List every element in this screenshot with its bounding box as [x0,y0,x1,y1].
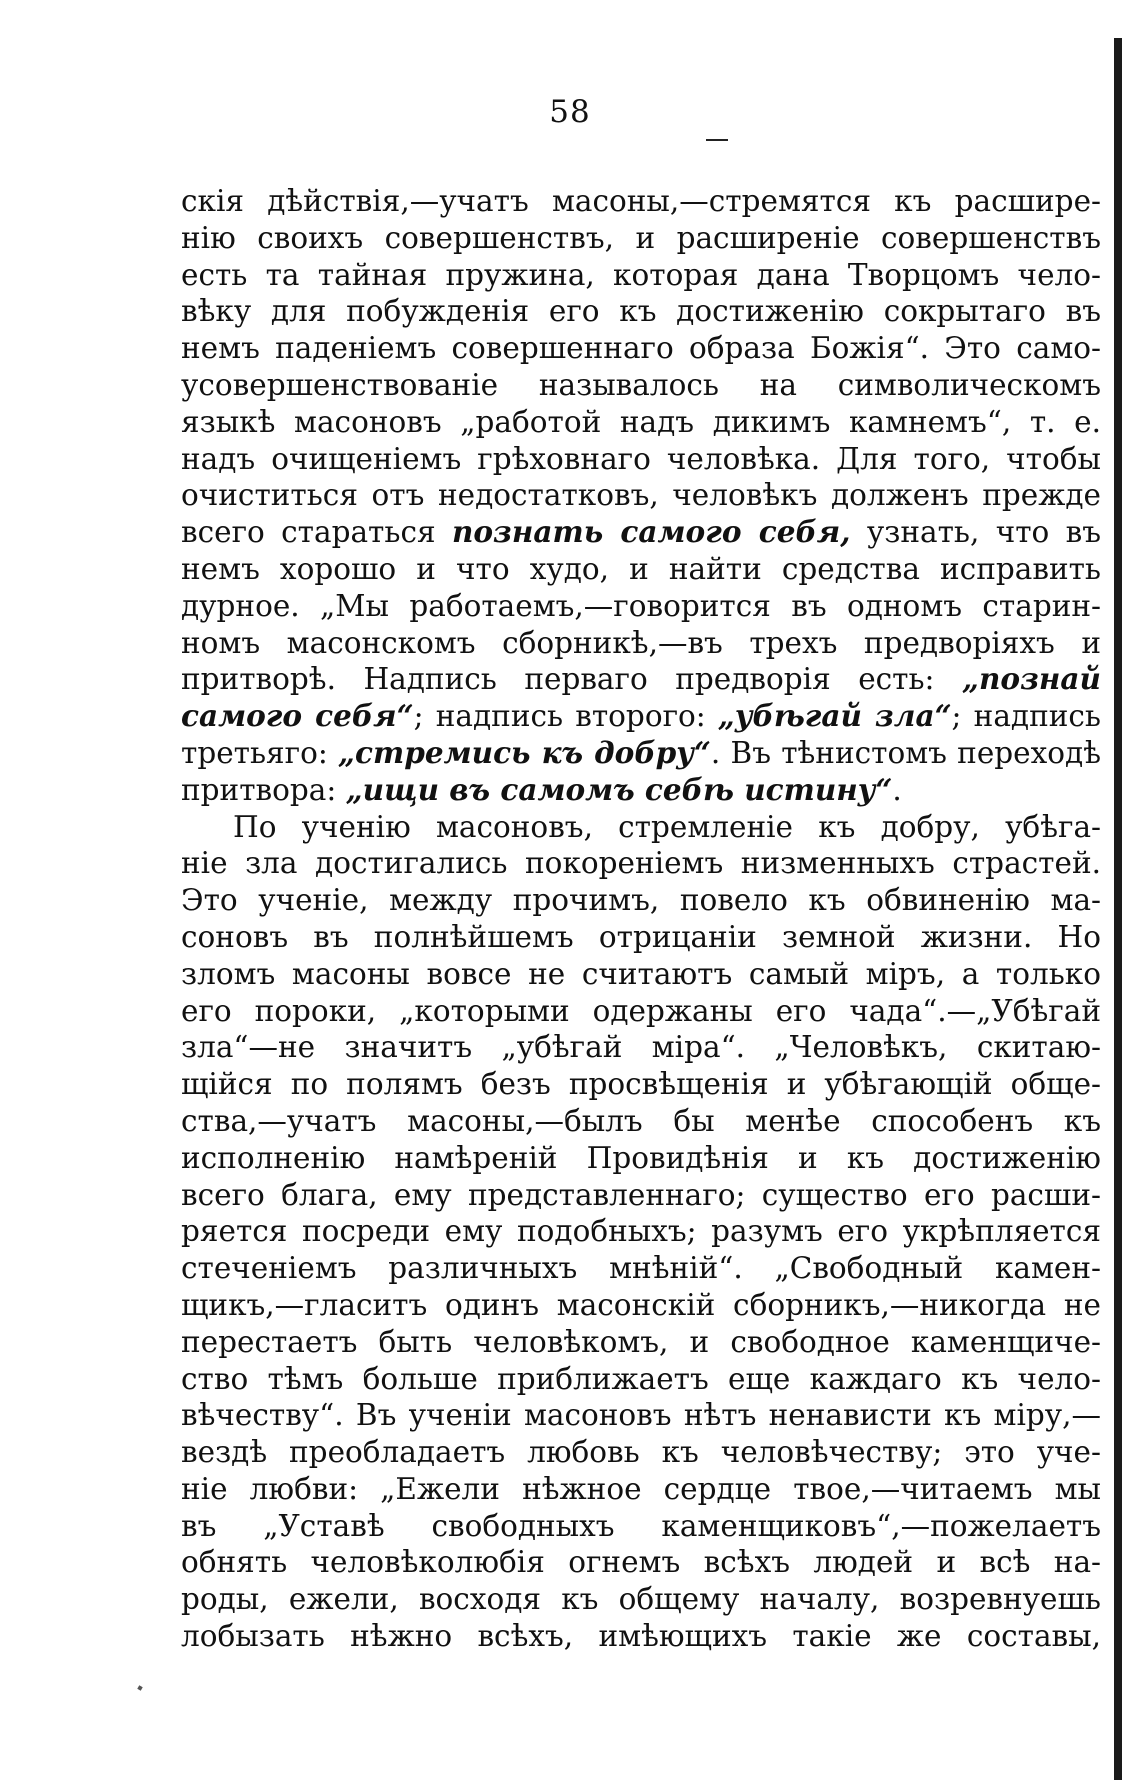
emphasis-text: познать самого себя, [451,514,851,550]
text-line [181,735,1101,772]
text-line [181,809,1101,846]
emphasis-text: самого себя“ [181,698,414,734]
text-segment: всего стараться [181,515,452,550]
body-text [181,183,1101,1655]
text-segment: немъ паденіемъ совершеннаго образа Божія“. Это само- [181,331,1101,366]
text-line [181,1029,1101,1066]
text-segment: ; надпись [951,699,1101,734]
text-segment: ства,—учатъ масоны,—былъ бы менѣе способенъ къ [181,1103,1101,1138]
text-line [181,661,1101,698]
text-segment: дурное. „Мы работаемъ,—говорится въ одномъ старин- [181,588,1101,623]
text-segment: перестаетъ быть человѣкомъ, и свободное каменщиче- [181,1324,1101,1359]
text-segment: немъ хорошо и что худо, и найти средства исправить [181,551,1101,586]
text-segment: щикъ,—гласитъ одинъ масонскій сборникъ,—никогда не [181,1287,1101,1322]
text-line [181,1066,1101,1103]
text-segment: лобызать нѣжно всѣхъ, имѣющихъ такіе же составы, [181,1619,1101,1654]
text-line [181,993,1101,1030]
text-line [181,330,1101,367]
text-line [181,1471,1101,1508]
text-segment: надъ очищеніемъ грѣховнаго человѣка. Для того, чтобы [181,441,1101,476]
text-segment: скія дѣйствія,—учатъ масоны,—стремятся къ расшире- [181,184,1101,218]
text-segment: вѣку для побужденія его къ достиженію сокрытаго въ [181,294,1101,329]
text-line [181,919,1101,956]
text-line [181,551,1101,588]
text-segment: вѣчеству“. Въ ученіи масоновъ нѣтъ ненависти къ міру,— [181,1398,1101,1433]
text-line [181,1213,1101,1250]
text-line [181,1581,1101,1618]
text-line [181,367,1101,404]
text-line [181,1287,1101,1324]
text-segment: узнать, что въ [850,515,1101,550]
scan-speck [137,1685,142,1690]
header-dash [706,139,728,141]
text-line [181,1618,1101,1655]
text-segment: есть та тайная пружина, которая дана Творцомъ чело- [181,257,1101,292]
text-segment: его пороки, „которыми одержаны его чада“.—„Убѣгай [181,993,1101,1028]
text-segment: По ученію масоновъ, стремленіе къ добру, убѣга- [233,809,1101,844]
text-line [181,257,1101,294]
text-line [181,1361,1101,1398]
text-segment: ство тѣмъ больше приближаетъ еще каждаго къ чело- [181,1361,1101,1396]
text-segment: соновъ въ полнѣйшемъ отрицаніи земной жизни. Но [181,919,1101,954]
text-segment: щійся по полямъ безъ просвѣщенія и убѣгающій обще- [181,1067,1101,1102]
text-segment: нію своихъ совершенствъ, и расширеніе совершенствъ [181,220,1101,255]
text-line [181,1250,1101,1287]
text-segment: вездѣ преобладаетъ любовь къ человѣчеству; это уче- [181,1435,1101,1470]
text-segment: очиститься отъ недостатковъ, человѣкъ долженъ прежде [181,478,1101,513]
text-segment: . [892,772,902,807]
text-line [181,882,1101,919]
text-line [181,772,1101,809]
text-line [181,404,1101,441]
text-line [181,588,1101,625]
text-line [181,1397,1101,1434]
text-line [181,845,1101,882]
text-segment: ніе любви: „Ежели нѣжное сердце твое,—читаемъ мы [181,1471,1101,1506]
text-line [181,477,1101,514]
text-segment: притвора: [181,772,346,807]
text-line [181,1140,1101,1177]
text-segment: усовершенствованіе называлось на символическомъ [181,367,1101,402]
text-segment: языкѣ масоновъ „работой надъ дикимъ камнемъ“, т. е. [181,404,1101,439]
text-line [181,1508,1101,1545]
text-segment: номъ масонскомъ сборникѣ,—въ трехъ предворіяхъ и [181,625,1101,660]
text-line [181,1544,1101,1581]
text-segment: Это ученіе, между прочимъ, повело къ обвиненію ма- [181,883,1101,918]
text-line [181,625,1101,662]
text-line [181,514,1101,551]
text-line [181,1324,1101,1361]
text-segment: зломъ масоны вовсе не считаютъ самый міръ, а только [181,956,1101,991]
text-line [181,1434,1101,1471]
text-segment: въ „Уставѣ свободныхъ каменщиковъ“,—пожелаетъ [181,1508,1101,1543]
text-segment: исполненію намѣреній Провидѣнія и къ достиженію [181,1140,1101,1175]
text-line [181,293,1101,330]
text-segment: ряется посреди ему подобныхъ; разумъ его укрѣпляется [181,1214,1101,1249]
page-number: 58 [549,94,591,130]
text-line [181,698,1101,735]
emphasis-text: „ищи въ самомъ себѣ истину“ [345,771,893,807]
text-line [181,956,1101,993]
text-line [181,183,1101,220]
text-segment: ; надпись второго: [413,699,718,734]
text-segment: всего блага, ему представленнаго; существо его расши- [181,1177,1101,1212]
text-segment: роды, ежели, восходя къ общему началу, возревнуешь [181,1582,1101,1617]
page-edge-line [1114,38,1122,1780]
emphasis-text: „познай [962,661,1101,697]
text-line [181,1177,1101,1214]
text-segment: . Въ тѣнистомъ переходѣ [710,735,1101,770]
text-segment: третьяго: [181,735,339,770]
text-segment: притворѣ. Надпись перваго предворія есть: [181,662,962,697]
text-segment: обнять человѣколюбія огнемъ всѣхъ людей и всѣ на- [181,1545,1101,1580]
text-line [181,441,1101,478]
emphasis-text: „убѣгай зла“ [717,698,952,734]
text-segment: зла“—не значитъ „убѣгай міра“. „Человѣкъ, скитаю- [181,1030,1101,1065]
text-segment: стеченіемъ различныхъ мнѣній“. „Свободный камен- [181,1251,1101,1286]
text-line [181,220,1101,257]
text-segment: ніе зла достигались покореніемъ низменныхъ страстей. [181,846,1101,881]
text-line [181,1103,1101,1140]
emphasis-text: „стремись къ добру“ [338,734,711,770]
